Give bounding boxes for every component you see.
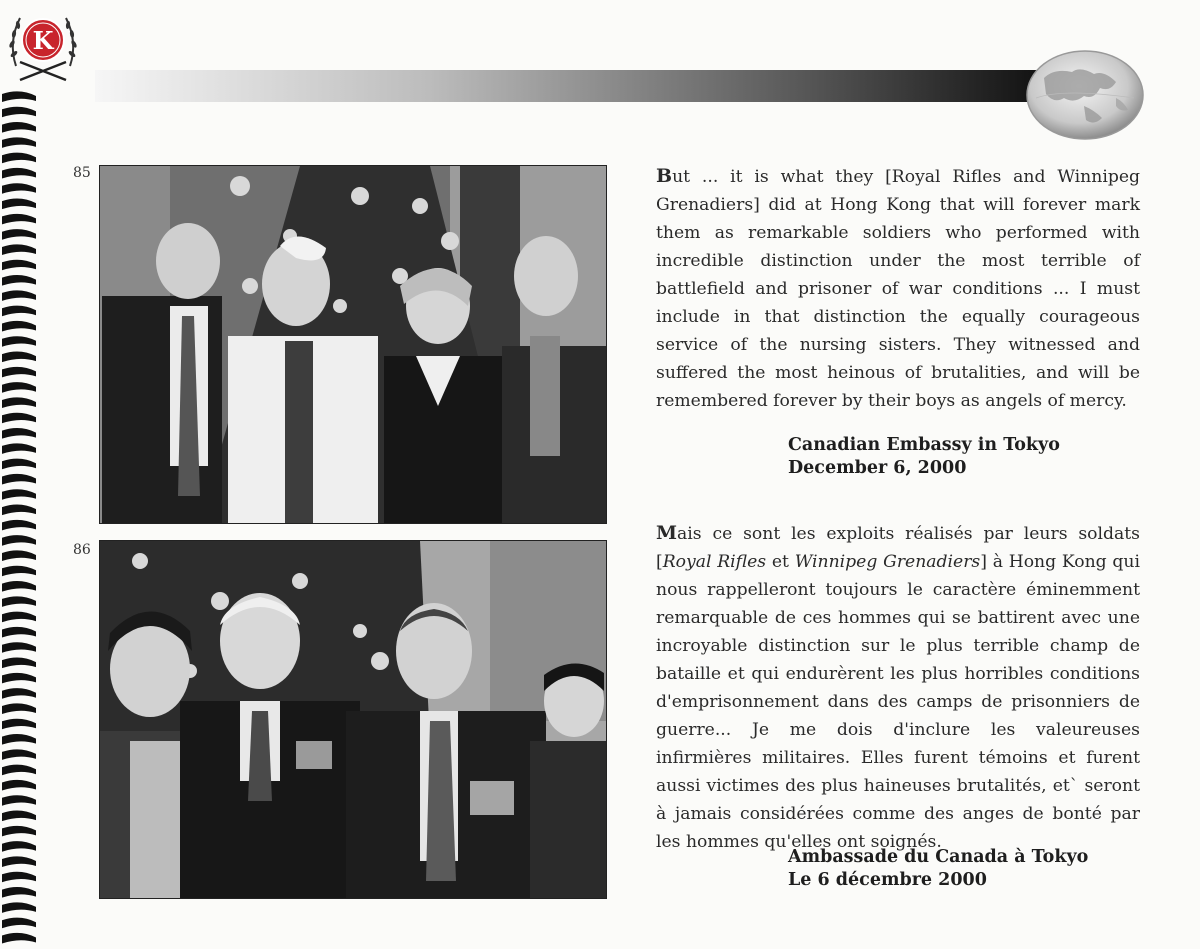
spiral-coil	[2, 443, 36, 454]
spiral-coil	[2, 413, 36, 424]
spiral-coil	[2, 550, 36, 561]
french-body-part3: ] à Hong Kong qui nous rappelleront toujours le caractère éminemment remarquable de ces hommes qui se battirent avec une incroyable distinction sur le plus terrible champ de bataille et qui endurèrent les plus horribles conditions d'emprisonnement dans des camps de prisonniers de guerre... Je me dois d'inclure les valeureuses infirmières militaires. Elles furent témoins et furent aussi victimes des plus haineuses brutalités, et` seront à jamais considérées comme des anges de bonté par les hommes qu'elles ont soignés.	[656, 552, 1140, 852]
spiral-coil	[2, 535, 36, 546]
spiral-coil	[2, 566, 36, 577]
spiral-coil	[2, 933, 36, 944]
spiral-coil	[2, 321, 36, 332]
spiral-coil	[2, 260, 36, 271]
spiral-coil	[2, 673, 36, 684]
spiral-coil	[2, 428, 36, 439]
spiral-coil	[2, 658, 36, 669]
spiral-coil	[2, 872, 36, 883]
english-signature-line1: Canadian Embassy in Tokyo	[788, 435, 1060, 455]
photo-85-embassy-group	[99, 165, 607, 524]
photo-number-85: 85	[73, 165, 91, 181]
spiral-coil	[2, 780, 36, 791]
french-signature-line2: Le 6 décembre 2000	[788, 870, 987, 890]
spiral-binding	[0, 88, 40, 949]
spiral-coil	[2, 765, 36, 776]
spiral-coil	[2, 367, 36, 378]
spiral-coil	[2, 137, 36, 148]
spiral-coil	[2, 520, 36, 531]
spiral-coil	[2, 703, 36, 714]
french-italic-winnipeg-grenadiers: Winnipeg Grenadiers	[794, 552, 981, 572]
spiral-coil	[2, 275, 36, 286]
english-signature	[788, 434, 1060, 480]
spiral-coil	[2, 168, 36, 179]
spiral-coil	[2, 734, 36, 745]
spiral-coil	[2, 596, 36, 607]
english-quote	[656, 162, 1140, 415]
spiral-coil	[2, 856, 36, 867]
spiral-coil	[2, 918, 36, 929]
hong-kong-veterans-logo	[6, 4, 80, 84]
spiral-coil	[2, 229, 36, 240]
spiral-coil	[2, 382, 36, 393]
spiral-coil	[2, 795, 36, 806]
spiral-coil	[2, 642, 36, 653]
spiral-coil	[2, 826, 36, 837]
spiral-coil	[2, 841, 36, 852]
french-italic-royal-rifles: Royal Rifles	[662, 552, 767, 572]
spiral-coil	[2, 290, 36, 301]
spiral-coil	[2, 306, 36, 317]
header-gradient-bar	[95, 70, 1050, 102]
english-body: ut ... it is what they [Royal Rifles and Winnipeg Grenadiers] did at Hong Kong that will forever mark them as remarkable soldiers who performed with incredible distinction under the most terrible of battlefield and prisoner of war conditions ... I must include in that distinction the equally courageous service of the nursing sisters. They witnessed and suffered the most heinous of brutalities, and will be remembered forever by their boys as angels of mercy.	[656, 167, 1140, 411]
spiral-coil	[2, 336, 36, 347]
spiral-coil	[2, 627, 36, 638]
photo-86-veterans-group	[99, 540, 607, 899]
french-signature	[788, 846, 1088, 892]
spiral-coil	[2, 122, 36, 133]
spiral-coil	[2, 214, 36, 225]
spiral-coil	[2, 183, 36, 194]
french-drop-cap: M	[656, 522, 678, 544]
spiral-coil	[2, 581, 36, 592]
french-signature-line1: Ambassade du Canada à Tokyo	[788, 847, 1089, 867]
spiral-coil	[2, 489, 36, 500]
spiral-coil	[2, 902, 36, 913]
logo-letter: K	[32, 26, 54, 55]
spiral-coil	[2, 153, 36, 164]
photo-number-86: 86	[73, 542, 91, 558]
spiral-coil	[2, 474, 36, 485]
spiral-coil	[2, 244, 36, 255]
spiral-coil	[2, 887, 36, 898]
spiral-coil	[2, 352, 36, 363]
spiral-coil	[2, 397, 36, 408]
spiral-coil	[2, 107, 36, 118]
spiral-coil	[2, 459, 36, 470]
french-quote	[656, 519, 1140, 856]
french-body-part2: et	[766, 552, 795, 572]
spiral-coil	[2, 719, 36, 730]
spiral-coil	[2, 91, 36, 102]
english-signature-line2: December 6, 2000	[788, 458, 967, 478]
english-drop-cap: B	[656, 165, 673, 187]
spiral-coil	[2, 749, 36, 760]
spiral-coil	[2, 612, 36, 623]
spiral-coil	[2, 505, 36, 516]
globe-map-emblem	[1024, 48, 1146, 142]
spiral-coil	[2, 688, 36, 699]
spiral-coil	[2, 811, 36, 822]
french-body-part1: ais ce sont les exploits réalisés par leurs soldats [	[656, 524, 1140, 572]
spiral-coil	[2, 199, 36, 210]
